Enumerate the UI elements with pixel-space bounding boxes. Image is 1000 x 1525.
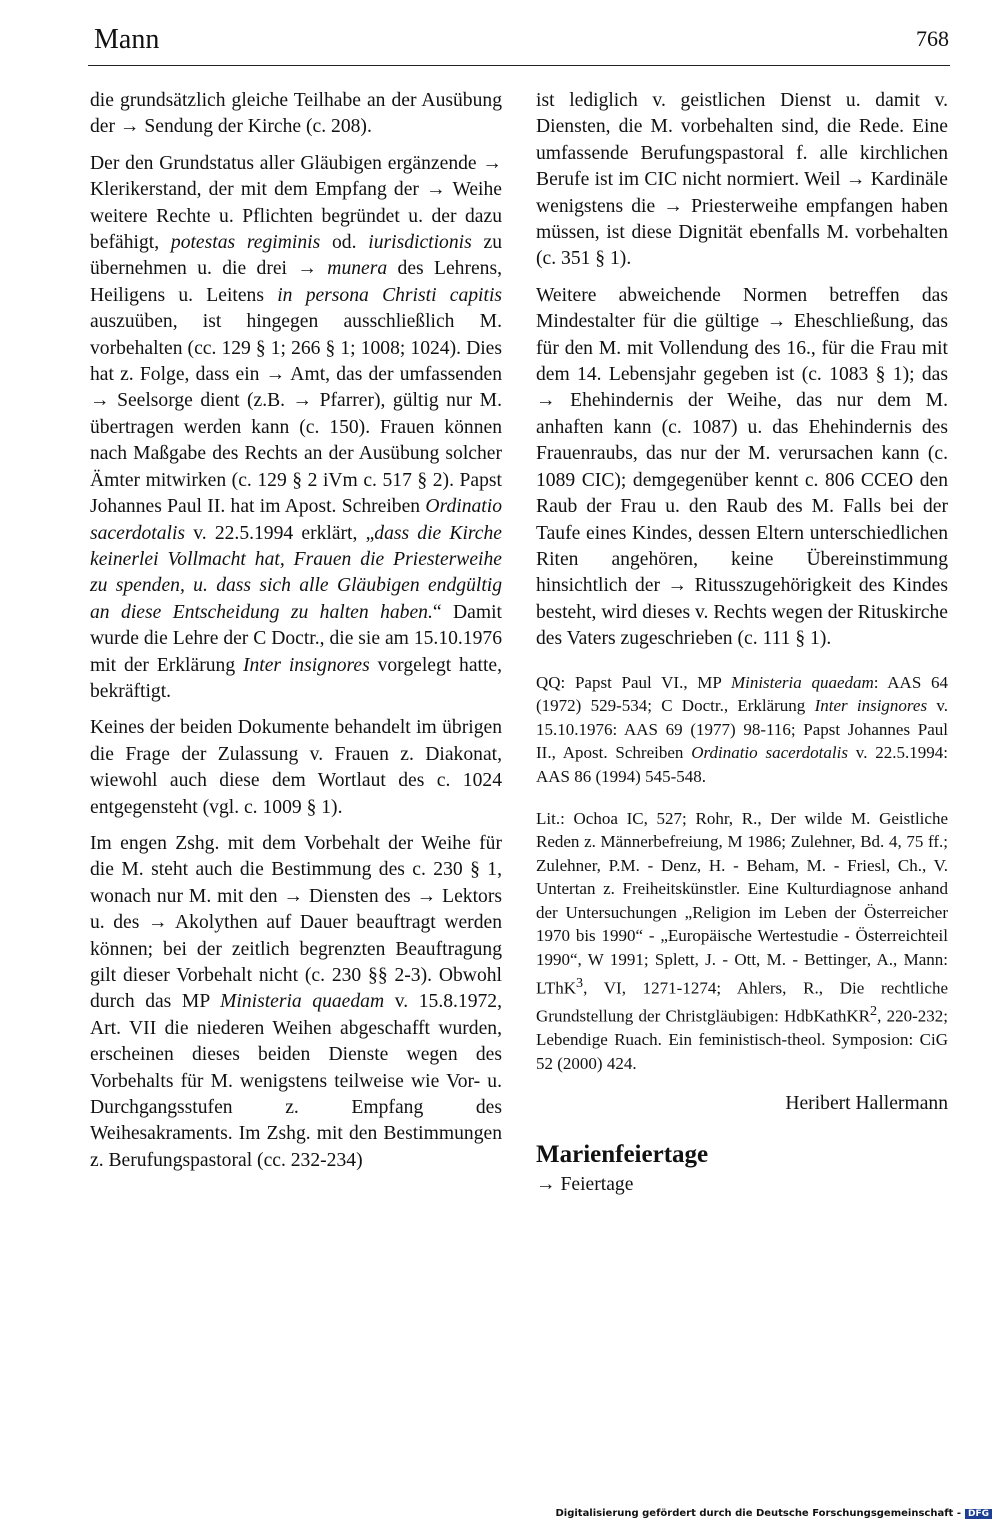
- cross-reference: → Feiertage: [536, 1174, 634, 1196]
- paragraph: Im engen Zshg. mit dem Vorbehalt der Weihe für die M. steht auch die Bestimmung des c. 230 § 1, wonach nur M. mit den → Diensten des → Lektors u. des → Akolythen auf Dauer beauftragt werden können; bei der zeitlich begrenzten Beauftragung gilt dieser Vorbehalt nicht (c. 230 §§ 2-3). Obwohl durch das MP Ministeria quaedam v. 15.8.1972, Art. VII die niederen Weihen abgeschafft wurden, erscheinen dieses beiden Dienste wegen des Vorbehalts für M. wenigstens teilweise wie Vor- u. Durchgangsstufen z. Empfang des Weihesakraments. Im Zshg. mit den Bestimmungen z. Berufungspastoral (cc. 232-234): [90, 832, 502, 1171]
- right-column: [536, 88, 948, 1199]
- header-rule: [88, 65, 950, 66]
- footer-text: Digitalisierung gefördert durch die Deutsche Forschungsgemeinschaft -: [555, 1508, 961, 1519]
- sources-paragraph: QQ: Papst Paul VI., MP Ministeria quaedam: AAS 64 (1972) 529-534; C Doctr., Erklärung Inter insignores v. 15.10.1976: AAS 69 (1977) 98-116; Papst Johannes Paul II., Apost. Schreiben Ordinatio sacerdotalis v. 22.5.1994: AAS 86 (1994) 545-548.: [536, 672, 948, 786]
- left-column: [90, 88, 502, 1184]
- digitization-footer: [555, 1508, 992, 1519]
- paragraph: Keines der beiden Dokumente behandelt im übrigen die Frage der Zulassung v. Frauen z. Diakonat, wiewohl auch diese dem Wortlaut des c. 1024 entgegensteht (vgl. c. 1009 § 1).: [90, 717, 502, 818]
- author-name: Heribert Hallermann: [785, 1093, 948, 1115]
- dfg-logo: DFG: [965, 1509, 992, 1519]
- paragraph: Weitere abweichende Normen betreffen das Mindestalter für die gültige → Eheschließung, das für den M. mit Vollendung des 16., für die Frau mit dem 14. Lebensjahr gegeben ist (c. 1083 § 1); das → Ehehindernis der Weihe, das nur dem M. anhaften kann (c. 1087) u. das Ehehindernis des Frauenraubs, das nur der M. verursachen kann (c. 1089 CIC); demgegenüber kennt c. 806 CCEO den Raub der Frau u. den Raub des M. Falls bei der Taufe eines Kindes, dessen Eltern unterschiedlichen Riten angehören, keine Übereinstimmung hinsichtlich der → Ritusszugehörigkeit des Kindes besteht, wird dieses v. Rechts wegen der Rituskirche des Vaters zugeschrieben (c. 111 § 1).: [536, 284, 948, 650]
- running-header: [94, 24, 949, 64]
- literature-paragraph: Lit.: Ochoa IC, 527; Rohr, R., Der wilde M. Geistliche Reden z. Männerbefreiung, M 1986; Zulehner, Bd. 4, 75 ff.; Zulehner, P.M. - Denz, H. - Beham, M. - Friesl, Ch., V. Untertan z. Freiheitskünstler. Eine Kulturdiagnose anhand der Untersuchungen „Religion im Leben der Österreicher 1970 bis 1990“ - „Europäische Wertestudie - Österreichteil 1990“, W 1991; Splett, J. - Ott, M. - Bettinger, A., Mann: LThK$^3$, VI, 1271-1274; Ahlers, R., Die rechtliche Grundstellung der Christgläubigen: HdbKathKR$^2$, 220-232; Lebendige Ruach. Ein feministisch-theol. Symposion: CiG 52 (2000) 424.: [536, 808, 948, 1073]
- header-keyword: Mann: [94, 24, 160, 55]
- page-number: 768: [916, 26, 949, 51]
- paragraph: Der den Grundstatus aller Gläubigen ergänzende → Klerikerstand, der mit dem Empfang der → Weihe weitere Rechte u. Pflichten begründet u. der dazu befähigt, potestas regiminis od. iurisdictionis zu übernehmen u. die drei → munera des Lehrens, Heiligens u. Leitens in persona Christi capitis auszuüben, ist hingegen ausschließlich M. vorbehalten (cc. 129 § 1; 266 § 1; 1008; 1024). Dies hat z. Folge, dass ein → Amt, das der umfassenden → Seelsorge dient (z.B. → Pfarrer), gültig nur M. übertragen werden kann (c. 150). Frauen können nach Maßgabe des Rechts an der Ausübung solcher Ämter mitwirken (c. 129 § 2 iVm c. 517 § 2). Papst Johannes Paul II. hat im Apost. Schreiben Ordinatio sacerdotalis v. 22.5.1994 erklärt, „dass die Kirche keinerlei Vollmacht hat, Frauen die Priesterweihe zu spenden, u. dass sich alle Gläubigen endgültig an diese Entscheidung zu halten haben.“ Damit wurde die Lehre der C Doctr., die sie am 15.10.1976 mit der Erklärung Inter insignores vorgelegt hatte, bekräftigt.: [90, 152, 503, 702]
- entry-headword: Marienfeiertage: [536, 1140, 709, 1168]
- paragraph: ist lediglich v. geistlichen Dienst u. damit v. Diensten, die M. vorbehalten sind, die Rede. Eine umfassende Berufungspastoral f. alle kirchlichen Berufe ist im CIC nicht normiert. Weil → Kardinäle wenigstens die → Priesterweihe empfangen haben müssen, ist diese Dignität ebenfalls M. vorbehalten (c. 351 § 1).: [536, 90, 948, 270]
- paragraph: die grundsätzlich gleiche Teilhabe an der Ausübung der → Sendung der Kirche (c. 208).: [90, 90, 502, 138]
